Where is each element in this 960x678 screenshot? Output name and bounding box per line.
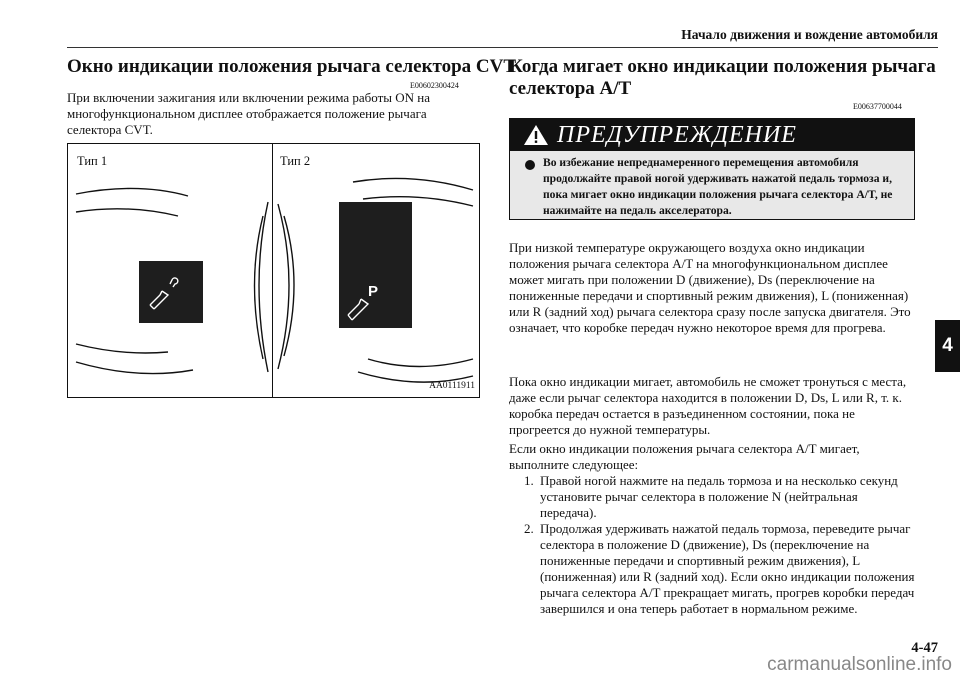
- warning-text: Во избежание непреднамеренного перемещения автомобиля продолжайте правой ногой удерживать нажатой педаль тормоза и, пока мигает окно индикации положения рычага селектора A/T, не нажимайте на педаль акселератора.: [543, 156, 893, 217]
- step-1-text: Правой ногой нажмите на педаль тормоза и на несколько секунд установите рычаг селектора в положение N (нейтральная передача).: [540, 473, 898, 520]
- indicator-letter-p: P: [368, 283, 379, 300]
- figure-code: AA0111911: [429, 381, 475, 391]
- warning-box: [509, 118, 915, 220]
- type2-display-panel: [339, 202, 412, 328]
- right-paragraph-1: При низкой температуре окружающего воздуха окно индикации положения рычага селектора A/T на многофункциональном дисплее может мигать при положении D (движение), Ds (переключение на пониженные передачи и спортивный режим движения), L (пониженная) или R (задний ход) рычага селектора сразу после запуска двигателя. Это означает, что коробке передач нужно некоторое время для прогрева.: [509, 240, 911, 335]
- type1-display-panel: [139, 261, 203, 323]
- warning-title: ПРЕДУПРЕЖДЕНИЕ: [557, 122, 797, 148]
- warning-bullet: [525, 160, 535, 170]
- step-1-number: 1.: [524, 473, 534, 488]
- left-section-title: Окно индикации положения рычага селектора CVT: [67, 56, 517, 77]
- right-section-title-line2: селектора A/T: [509, 78, 632, 99]
- header-rule: [67, 47, 938, 48]
- warning-triangle-icon: [523, 124, 549, 146]
- watermark: carmanualsonline.info: [767, 654, 952, 675]
- right-paragraph-3: Если окно индикации положения рычага селектора A/T мигает, выполните следующее:: [509, 441, 860, 472]
- step-2-number: 2.: [524, 521, 534, 536]
- page-header: Начало движения и вождение автомобиля: [681, 27, 938, 42]
- right-section-code: E00637700044: [853, 102, 902, 111]
- warning-header: [510, 119, 914, 151]
- figure-type2-label: Тип 2: [280, 154, 311, 168]
- figure-type1-label: Тип 1: [77, 154, 108, 168]
- dashboard-illustration: [68, 144, 479, 397]
- indicator-figure: [67, 143, 480, 398]
- page-number: 4-47: [911, 640, 938, 656]
- right-section-title-line1: Когда мигает окно индикации положения рычага: [509, 56, 936, 77]
- step-2-text: Продолжая удерживать нажатой педаль тормоза, переведите рычаг селектора в положение D (движение), Ds (переключение на пониженные передачи и спортивный режим движения), L (пониженная) или R (задний ход). Если окно индикации положения рычага селектора A/T прекращает мигать, прогрев коробки передач завершился и она теперь работает в нормальном режиме.: [540, 521, 915, 616]
- left-paragraph: При включении зажигания или включении режима работы ON на многофункциональном дисплее отображается положение рычага селектора CVT.: [67, 90, 431, 137]
- chapter-tab: 4: [935, 320, 960, 372]
- right-paragraph-2: Пока окно индикации мигает, автомобиль не сможет тронуться с места, даже если рычаг селектора находится в положении D, Ds, L или R, т. к. коробка передач остается в разъединенном состоянии, пока не прогреется до нужной температуры.: [509, 374, 907, 437]
- left-section-code: E00602300424: [410, 81, 459, 90]
